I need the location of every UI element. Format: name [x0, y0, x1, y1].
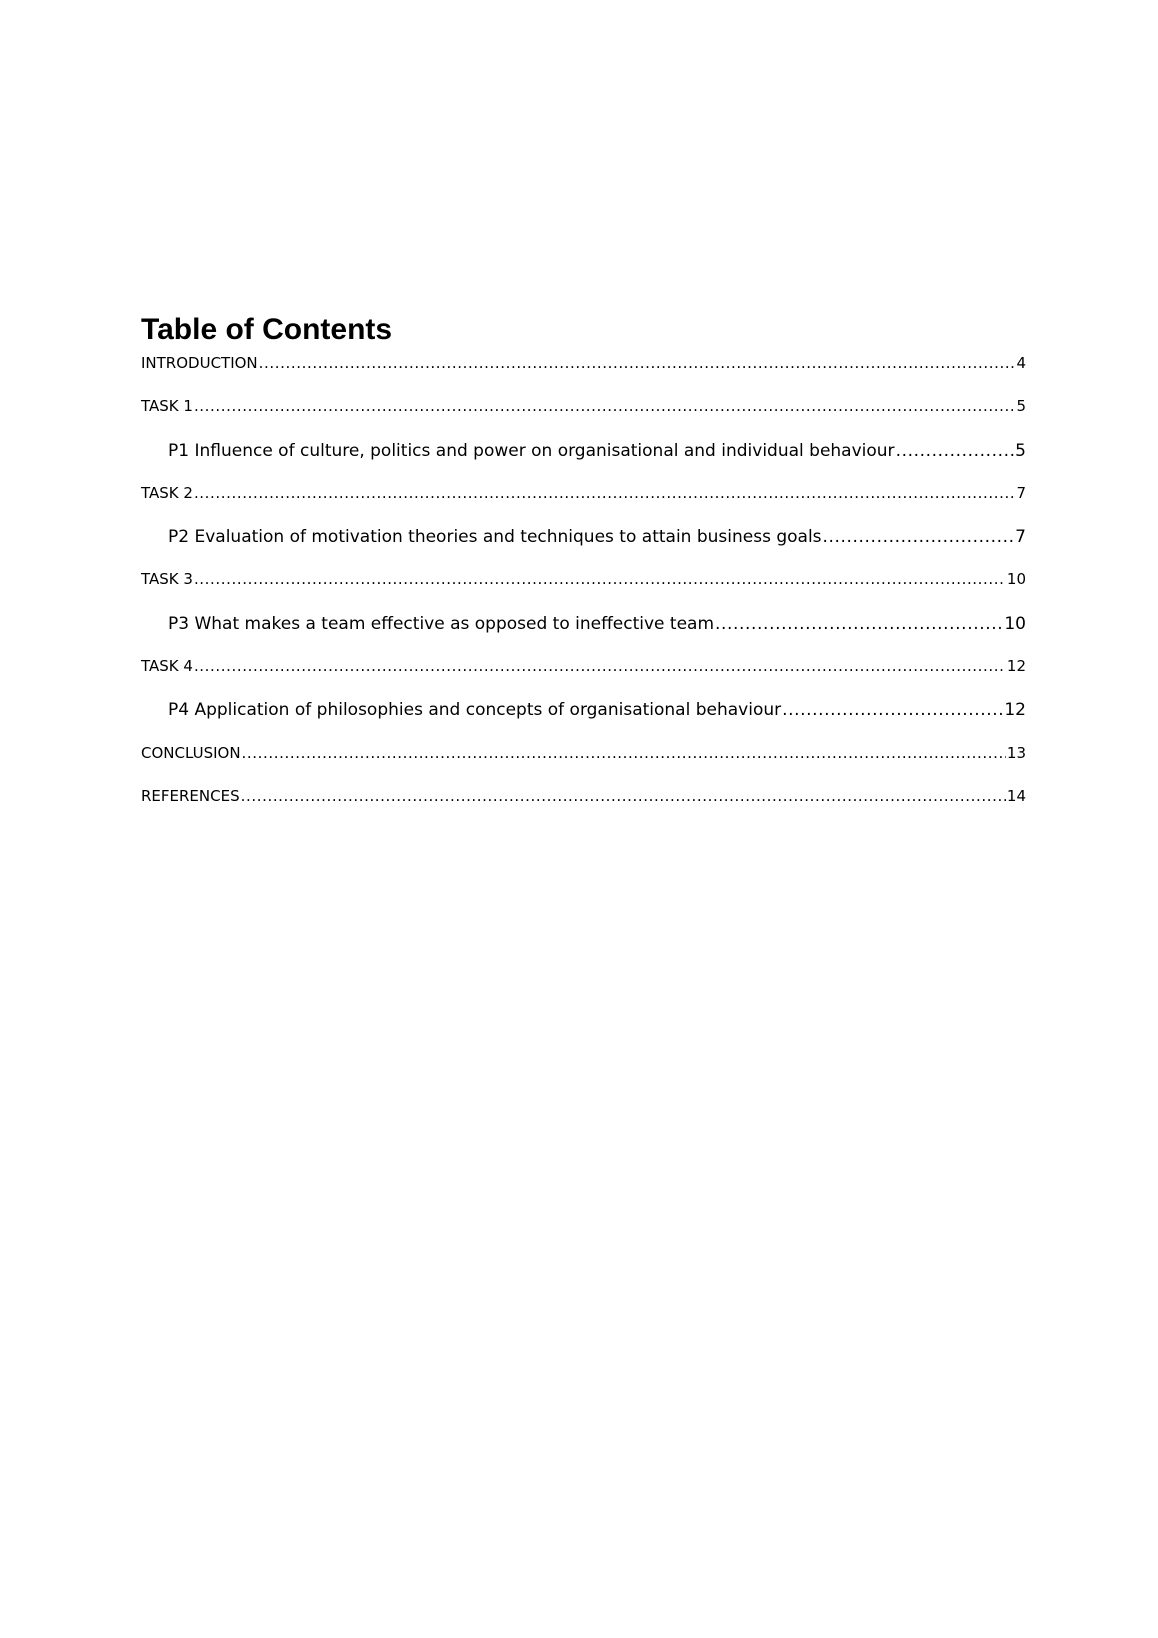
toc-dot-leader [242, 744, 1006, 762]
toc-entry-page: 7 [1016, 483, 1026, 502]
toc-entry-page: 14 [1006, 786, 1026, 805]
toc-entry-task-3[interactable] [141, 570, 1026, 613]
toc-entry-page: 12 [1006, 657, 1026, 676]
toc-entry-references[interactable] [141, 787, 1026, 830]
toc-dot-leader [823, 527, 1015, 547]
toc-entry-introduction[interactable] [141, 354, 1026, 397]
toc-dot-leader [896, 441, 1015, 461]
toc-entry-label: P2 Evaluation of motivation theories and techniques to attain business goals [168, 527, 822, 548]
toc-entry-label: TASK 1 [141, 397, 193, 416]
toc-dot-leader [782, 700, 1003, 720]
toc-list [141, 354, 1026, 830]
toc-entry-label: P4 Application of philosophies and concepts of organisational behaviour [168, 700, 782, 721]
toc-entry-p4[interactable] [141, 700, 1026, 743]
toc-entry-page: 5 [1015, 440, 1026, 461]
toc-entry-page: 10 [1006, 570, 1026, 589]
table-of-contents [141, 312, 1026, 830]
toc-dot-leader [194, 570, 1006, 588]
toc-entry-label: TASK 2 [141, 483, 193, 502]
toc-dot-leader [241, 787, 1006, 805]
toc-entry-page: 12 [1004, 700, 1026, 721]
toc-dot-leader [715, 614, 1003, 634]
toc-dot-leader [259, 354, 1016, 372]
toc-entry-p2[interactable] [141, 527, 1026, 570]
toc-dot-leader [194, 397, 1016, 415]
toc-entry-task-4[interactable] [141, 657, 1026, 700]
toc-entry-label: INTRODUCTION [141, 354, 258, 372]
toc-entry-conclusion[interactable] [141, 744, 1026, 787]
toc-entry-page: 13 [1006, 743, 1026, 762]
toc-entry-p3[interactable] [141, 614, 1026, 657]
toc-entry-label: TASK 4 [141, 657, 193, 676]
toc-dot-leader [194, 484, 1016, 502]
toc-entry-label: CONCLUSION [141, 743, 241, 762]
toc-entry-label: P1 Influence of culture, politics and power on organisational and individual behaviour [168, 440, 895, 461]
toc-entry-task-1[interactable] [141, 397, 1026, 440]
toc-entry-label: REFERENCES [141, 786, 240, 805]
toc-title: Table of Contents [141, 313, 393, 346]
toc-entry-page: 10 [1004, 613, 1026, 634]
toc-entry-page: 7 [1015, 527, 1026, 548]
toc-dot-leader [194, 657, 1006, 675]
toc-entry-label: TASK 3 [141, 570, 193, 589]
toc-entry-p1[interactable] [141, 441, 1026, 484]
toc-entry-page: 5 [1016, 397, 1026, 416]
toc-entry-task-2[interactable] [141, 484, 1026, 527]
toc-entry-page: 4 [1016, 354, 1026, 372]
toc-entry-label: P3 What makes a team effective as opposed to ineffective team [168, 613, 715, 634]
